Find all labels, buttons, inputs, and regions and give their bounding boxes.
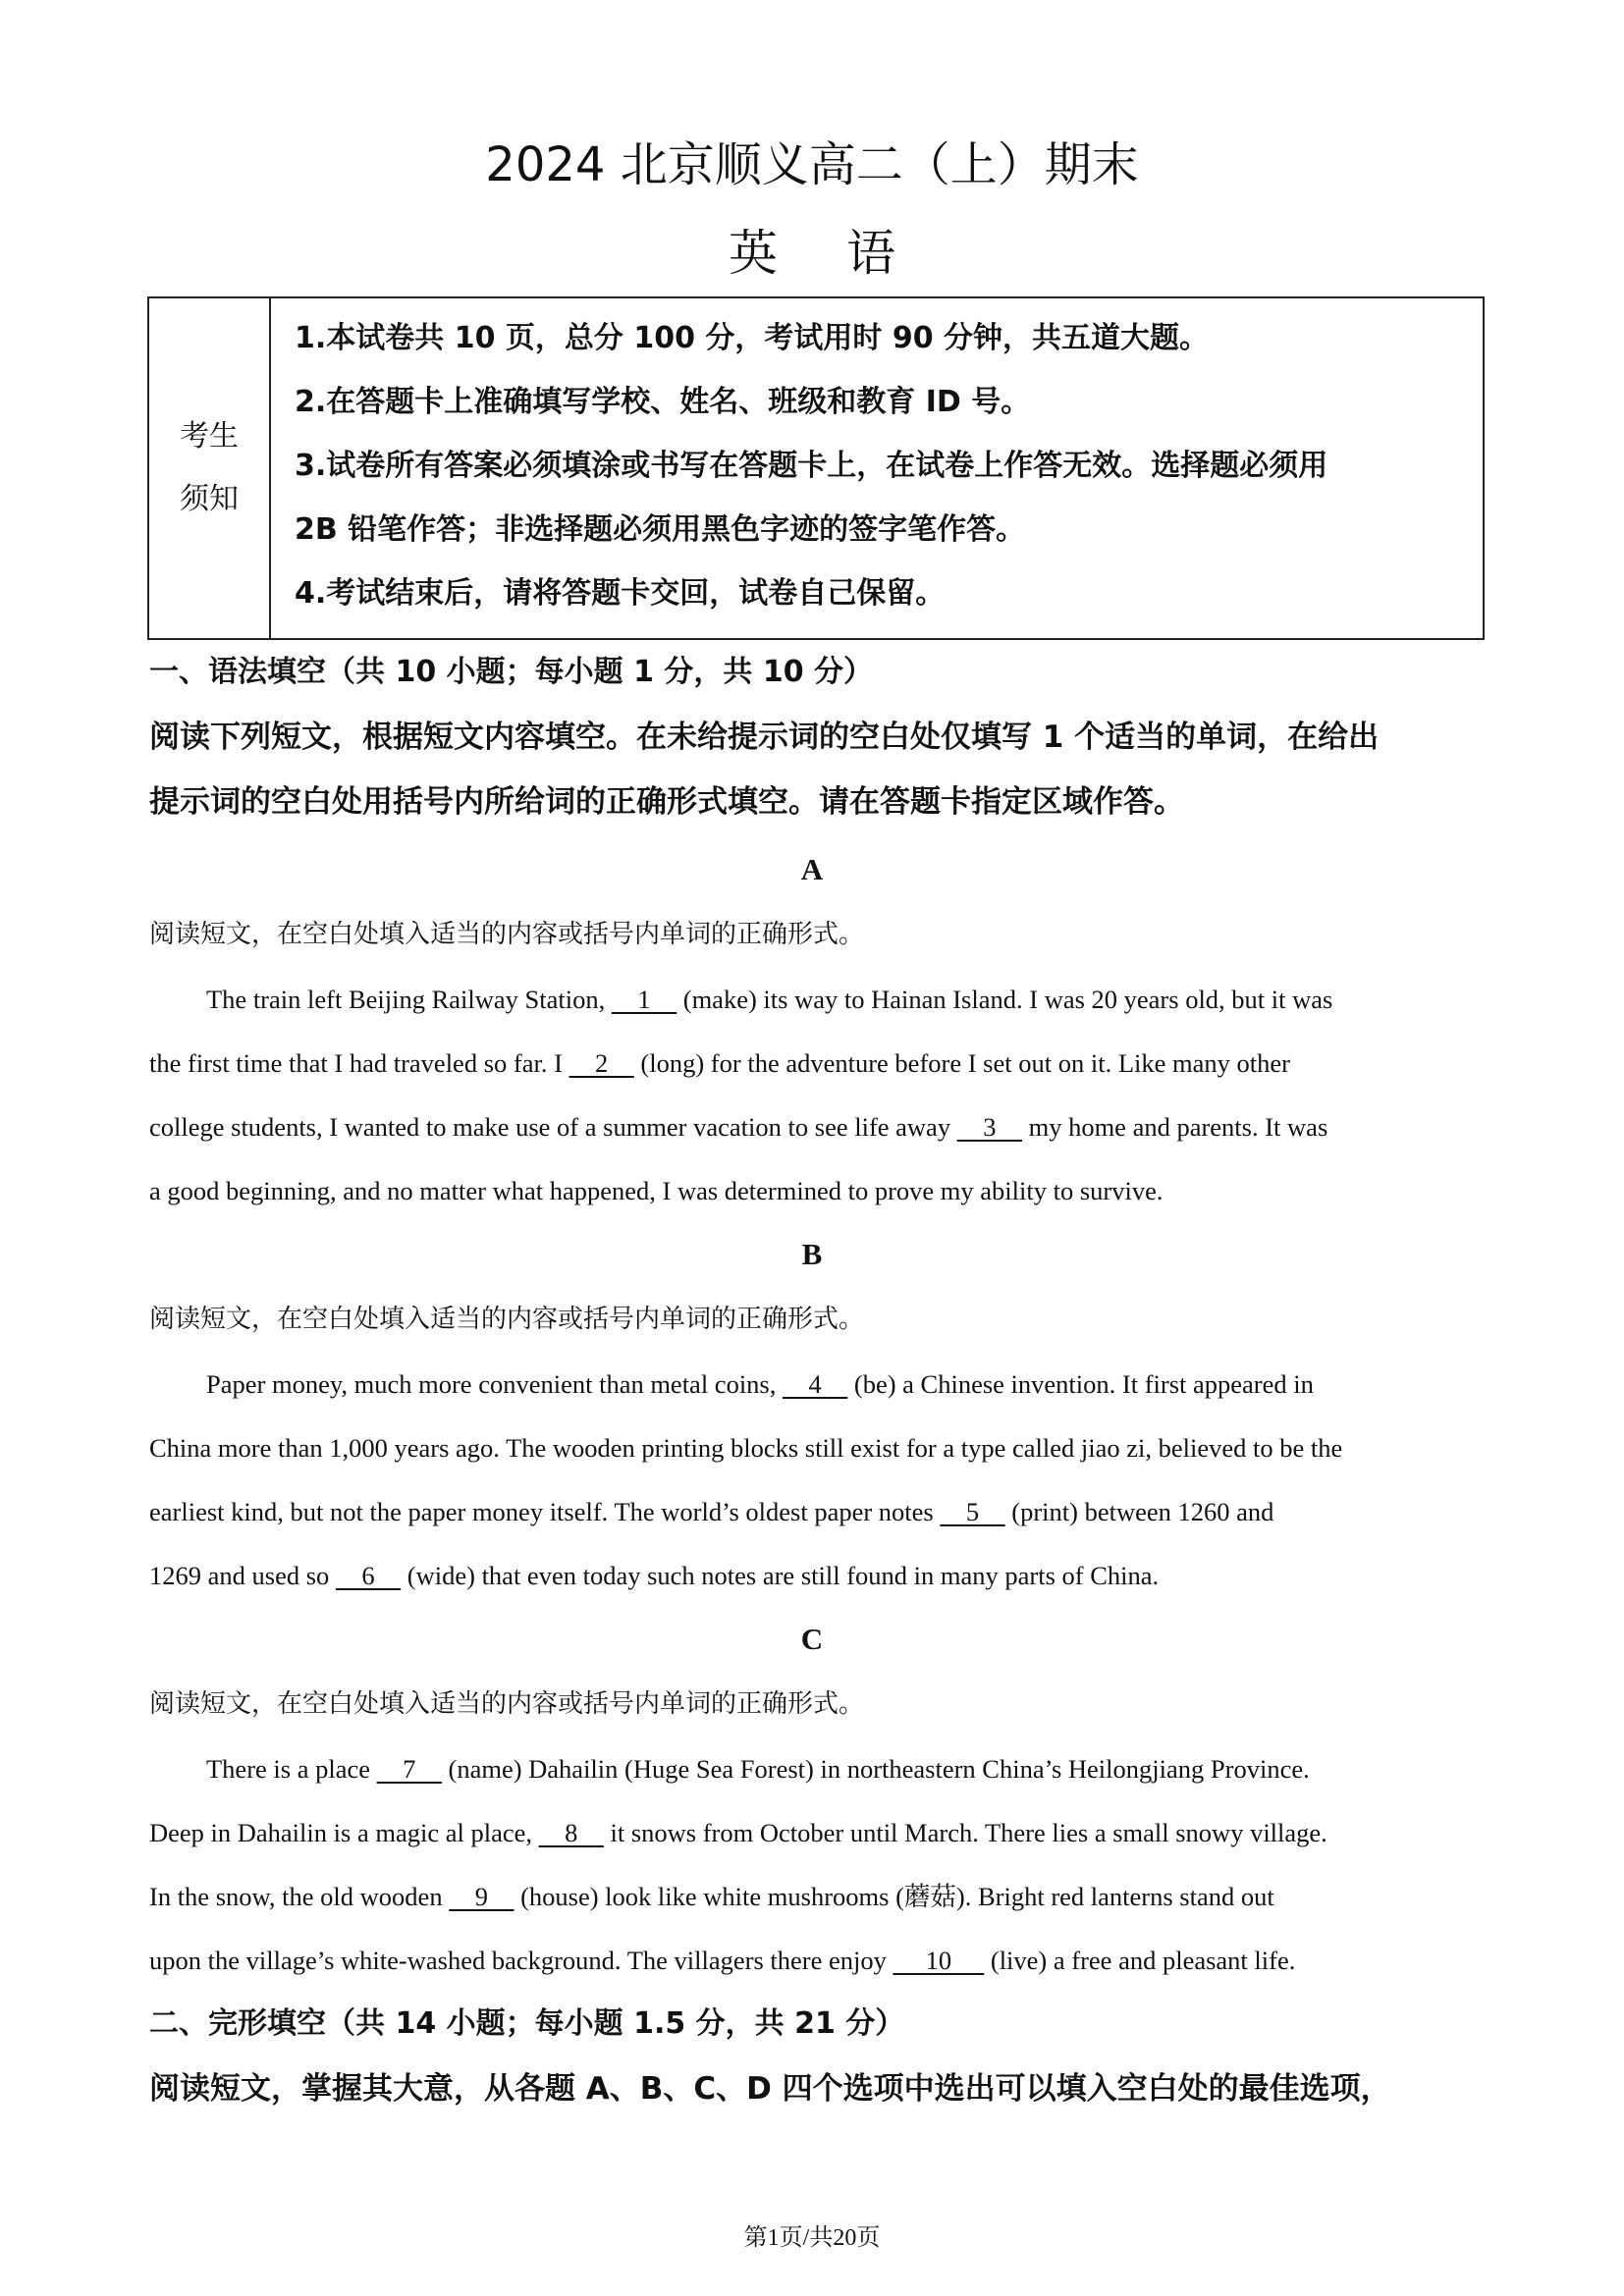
passage-a-line2 xyxy=(149,1043,1290,1083)
blank-2: 2 xyxy=(568,1048,634,1078)
passage-a-line3 xyxy=(149,1107,1327,1147)
blank-4: 4 xyxy=(783,1369,848,1399)
section1-heading: 一、语法填空（共 10 小题；每小题 1 分，共 10 分） xyxy=(149,655,874,689)
passage-a-label: A xyxy=(800,852,824,886)
notice-label xyxy=(148,297,270,639)
exam-notice-box xyxy=(147,296,1485,640)
text-run: (wide) that even today such notes are still found in many parts of China. xyxy=(401,1561,1160,1590)
notice-label-line1: 考生 xyxy=(180,419,239,454)
section2-heading: 二、完形填空（共 14 小题；每小题 1.5 分，共 21 分） xyxy=(149,2006,905,2041)
blank-5: 5 xyxy=(940,1497,1005,1526)
text-run: (name) Dahailin (Huge Sea Forest) in northeastern China’s Heilongjiang Province. xyxy=(441,1754,1310,1784)
passage-c-label: C xyxy=(800,1622,824,1656)
text-run: the first time that I had traveled so far. I xyxy=(149,1048,569,1078)
text-run: The train left Beijing Railway Station, xyxy=(206,985,612,1014)
text-run: There is a place xyxy=(206,1754,377,1784)
passage-b-instruction: 阅读短文，在空白处填入适当的内容或括号内单词的正确形式。 xyxy=(149,1305,865,1334)
section2-instruction: 阅读短文，掌握其大意，从各题 A、B、C、D 四个选项中选出可以填入空白处的最佳选项， xyxy=(149,2071,1391,2107)
blank-6: 6 xyxy=(335,1561,402,1590)
text-run: (make) its way to Hainan Island. I was 20 years old, but it was xyxy=(677,985,1333,1014)
passage-b-label: B xyxy=(801,1237,823,1271)
passage-c-line1 xyxy=(206,1749,1310,1789)
passage-b-line1 xyxy=(206,1364,1314,1404)
passage-c-line4 xyxy=(149,1941,1295,1980)
passage-b-line4 xyxy=(149,1556,1159,1595)
passage-c-line3 xyxy=(149,1877,1274,1916)
passage-c-line2 xyxy=(149,1813,1327,1852)
blank-10: 10 xyxy=(893,1946,985,1975)
notice-body xyxy=(270,297,1484,639)
notice-item: 2B 铅笔作答；非选择题必须用黑色字迹的签字笔作答。 xyxy=(295,512,1026,547)
notice-item: 2.在答题卡上准确填写学校、姓名、班级和教育 ID 号。 xyxy=(295,385,1031,419)
passage-c-instruction: 阅读短文，在空白处填入适当的内容或括号内单词的正确形式。 xyxy=(149,1689,865,1719)
notice-item: 1.本试卷共 10 页，总分 100 分，考试用时 90 分钟，共五道大题。 xyxy=(295,321,1210,355)
text-run: college students, I wanted to make use of a summer vacation to see life away xyxy=(149,1112,957,1142)
subject-title: 英语 xyxy=(729,225,964,282)
passage-a-line4: a good beginning, and no matter what happened, I was determined to prove my ability to survive. xyxy=(149,1176,1164,1205)
blank-9: 9 xyxy=(449,1882,514,1911)
passage-a-line1 xyxy=(206,980,1332,1019)
blank-3: 3 xyxy=(956,1112,1022,1142)
page-footer: 第1页/共20页 xyxy=(743,2225,881,2251)
text-run: earliest kind, but not the paper money itself. The world’s oldest paper notes xyxy=(149,1497,941,1526)
text-run: upon the village’s white-washed background. The villagers there enjoy xyxy=(149,1946,893,1975)
text-run: In the snow, the old wooden xyxy=(149,1882,450,1911)
passage-b-line3 xyxy=(149,1492,1273,1531)
page-title: 2024 北京顺义高二（上）期末 xyxy=(485,137,1139,192)
text-run: (live) a free and pleasant life. xyxy=(984,1946,1296,1975)
section1-instruction-line2: 提示词的空白处用括号内所给词的正确形式填空。请在答题卡指定区域作答。 xyxy=(149,784,1184,820)
section1-instruction-line1: 阅读下列短文，根据短文内容填空。在未给提示词的空白处仅填写 1 个适当的单词，在给出 xyxy=(149,720,1380,755)
blank-7: 7 xyxy=(376,1754,442,1784)
text-run: it snows from October until March. There lies a small snowy village. xyxy=(603,1818,1327,1847)
passage-a-instruction: 阅读短文，在空白处填入适当的内容或括号内单词的正确形式。 xyxy=(149,920,865,949)
text-run: (long) for the adventure before I set out on it. Like many other xyxy=(633,1048,1290,1078)
text-run: (be) a Chinese invention. It first appeared in xyxy=(847,1369,1314,1399)
notice-label-line2: 须知 xyxy=(180,482,239,516)
blank-1: 1 xyxy=(611,985,677,1014)
text-run: my home and parents. It was xyxy=(1021,1112,1328,1142)
text-run: (print) between 1260 and xyxy=(1004,1497,1274,1526)
text-run: Deep in Dahailin is a magic al place, xyxy=(149,1818,539,1847)
text-run: Paper money, much more convenient than metal coins, xyxy=(206,1369,783,1399)
notice-item: 3.试卷所有答案必须填涂或书写在答题卡上，在试卷上作答无效。选择题必须用 xyxy=(295,449,1328,483)
text-run: (house) look like white mushrooms (蘑菇). Bright red lanterns stand out xyxy=(514,1882,1274,1911)
blank-8: 8 xyxy=(538,1818,604,1847)
notice-item: 4.考试结束后，请将答题卡交回，试卷自己保留。 xyxy=(295,576,946,611)
text-run: 1269 and used so xyxy=(149,1561,336,1590)
passage-b-line2: China more than 1,000 years ago. The wooden printing blocks still exist for a type called jiao zi, believed to be the xyxy=(149,1433,1343,1463)
